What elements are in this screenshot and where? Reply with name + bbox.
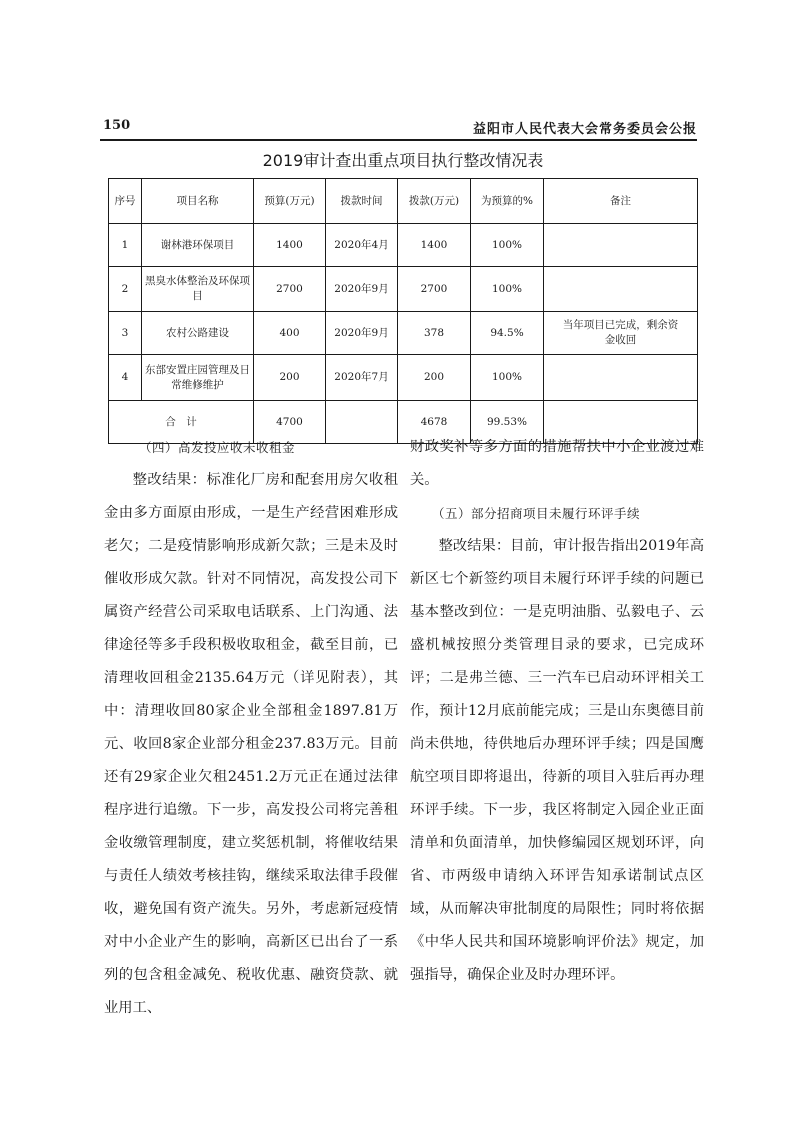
table-cell: 2700 xyxy=(398,267,471,312)
table-row xyxy=(109,355,698,401)
table-cell xyxy=(544,224,698,267)
table-cell: 1400 xyxy=(398,224,471,267)
page-number: 150 xyxy=(103,118,131,133)
running-header xyxy=(103,118,697,138)
body-paragraph: 整改结果：标准化厂房和配套用房欠收租金由多方面原由形成，一是生产经营困难形成老欠；二是疫情影响形成新欠款；三是未及时催收形成欠款。针对不同情况，高发投公司下属资产经营公司采取电话联系、上门沟通、法律途径等多手段积极收取租金，截至目前，已清理收回租金2135.64万元（详见附表），其中：清理收回80家企业全部租金1897.81万元、收回8家企业部分租金237.83万元。目前还有29家企业欠租2451.2万元正在通过法律程序进行追缴。下一步，高发投公司将完善租金收缴管理制度，建立奖惩机制，将催收结果与责任人绩效考核挂钩，继续采取法律手段催收，避免国有资产流失。另外，考虑新冠疫情对中小企业产生的影响，高新区已出台了一系列的包含租金减免、税收优惠、融资贷款、就业用工、 xyxy=(104,472,398,1016)
table-cell: 农村公路建设 xyxy=(142,312,254,355)
table-cell: 100% xyxy=(471,267,544,312)
section-heading: （五）部分招商项目未履行环评手续 xyxy=(432,506,641,521)
header-cell: 预算(万元) xyxy=(254,179,326,224)
total-percent: 99.53% xyxy=(471,401,544,444)
header-cell: 为预算的% xyxy=(471,179,544,224)
table-row xyxy=(109,267,698,312)
table-title: 2019审计查出重点项目执行整改情况表 xyxy=(262,151,544,170)
table-cell: 当年项目已完成，剩余资金收回 xyxy=(544,312,698,355)
table-cell: 2020年4月 xyxy=(326,224,398,267)
table-cell: 2020年7月 xyxy=(326,355,398,401)
total-budget: 4700 xyxy=(254,401,326,444)
table-cell: 2020年9月 xyxy=(326,312,398,355)
body-paragraph: 财政奖补等多方面的措施帮扶中小企业渡过难关。 xyxy=(410,439,704,488)
table-cell: 100% xyxy=(471,224,544,267)
table-cell: 东部安置庄园管理及日常维修维护 xyxy=(142,355,254,401)
table-cell: 4 xyxy=(109,355,142,401)
audit-rectification-table xyxy=(108,178,698,444)
table-cell: 3 xyxy=(109,312,142,355)
header-cell: 备注 xyxy=(544,179,698,224)
table-cell: 100% xyxy=(471,355,544,401)
table-row xyxy=(109,224,698,267)
left-column xyxy=(104,431,398,1025)
table-cell: 1 xyxy=(109,224,142,267)
table-cell: 400 xyxy=(254,312,326,355)
journal-title: 益阳市人民代表大会常务委员会公报 xyxy=(472,122,697,137)
table-row xyxy=(109,312,698,355)
table-cell: 黑臭水体整治及环保项目 xyxy=(142,267,254,312)
table-cell: 200 xyxy=(398,355,471,401)
table-cell: 谢林港环保项目 xyxy=(142,224,254,267)
header-cell: 序号 xyxy=(109,179,142,224)
table-header-row xyxy=(109,179,698,224)
table-cell xyxy=(544,267,698,312)
table-cell: 200 xyxy=(254,355,326,401)
section-heading: （四）高发投应收未收租金 xyxy=(139,440,296,455)
total-label: 合 计 xyxy=(109,401,254,444)
header-cell: 项目名称 xyxy=(142,179,254,224)
table-cell: 94.5% xyxy=(471,312,544,355)
header-rule xyxy=(100,139,697,141)
table-cell: 2020年9月 xyxy=(326,267,398,312)
header-cell: 拨款(万元) xyxy=(398,179,471,224)
total-allocated: 4678 xyxy=(398,401,471,444)
table-cell: 2700 xyxy=(254,267,326,312)
right-column xyxy=(410,431,704,992)
table-cell: 1400 xyxy=(254,224,326,267)
table-cell: 2 xyxy=(109,267,142,312)
body-paragraph: 整改结果：目前，审计报告指出2019年高新区七个新签约项目未履行环评手续的问题已基本整改到位：一是克明油脂、弘毅电子、云盛机械按照分类管理目录的要求，已完成环评；二是弗兰德、三一汽车已启动环评相关工作，预计12月底前能完成；三是山东奥德目前尚未供地，待供地后办理环评手续；四是国鹰航空项目即将退出，待新的项目入驻后再办理环评手续。下一步，我区将制定入园企业正面清单和负面清单，加快修编园区规划环评，向省、市两级申请纳入环评告知承诺制试点区域，从而解决审批制度的局限性；同时将依据《中华人民共和国环境影响评价法》规定，加强指导，确保企业及时办理环评。 xyxy=(410,538,704,983)
table-cell: 378 xyxy=(398,312,471,355)
table-cell xyxy=(544,355,698,401)
header-cell: 拨款时间 xyxy=(326,179,398,224)
